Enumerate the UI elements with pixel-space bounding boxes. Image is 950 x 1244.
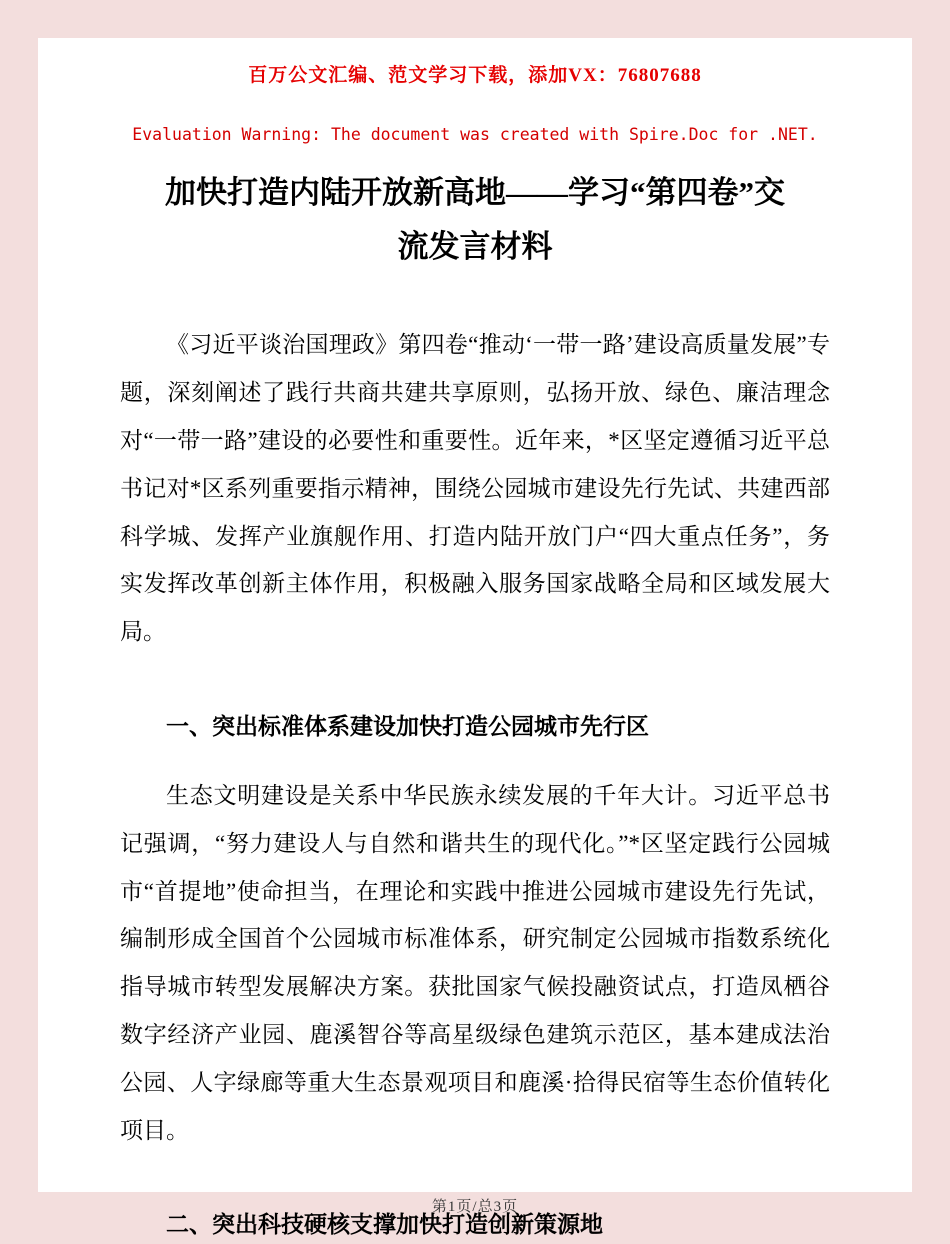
- paragraph-intro: 《习近平谈治国理政》第四卷“推动‘一带一路’建设高质量发展”专题，深刻阐述了践行共商共建共享原则，弘扬开放、绿色、廉洁理念对“一带一路”建设的必要性和重要性。近年来，*区坚定遵循习近平总书记对*区系列重要指示精神，围绕公园城市建设先行先试、共建西部科学城、发挥产业旗舰作用、打造内陆开放门户“四大重点任务”，务实发挥改革创新主体作用，积极融入服务国家战略全局和区域发展大局。: [120, 332, 830, 645]
- paragraph-section-1: 生态文明建设是关系中华民族永续发展的千年大计。习近平总书记强调，“努力建设人与自然和谐共生的现代化。”*区坚定践行公园城市“首提地”使命担当，在理论和实践中推进公园城市建设先行先试，编制形成全国首个公园城市标准体系，研究制定公园城市指数系统化指导城市转型发展解决方案。获批国家气候投融资试点，打造凤栖谷数字经济产业园、鹿溪智谷等高星级绿色建筑示范区，基本建成法治公园、人字绿廊等重大生态景观项目和鹿溪·拾得民宿等生态价值转化项目。: [120, 782, 830, 1143]
- promo-header-notice: 百万公文汇编、范文学习下载，添加VX：76807688: [248, 65, 702, 86]
- section-heading-2: 二、突出科技硬核支撑加快打造创新策源地: [166, 1212, 603, 1238]
- document-title: 加快打造内陆开放新高地——学习“第四卷”交流发言材料: [165, 175, 785, 265]
- page-number-footer: 第1页/总3页: [431, 1199, 519, 1215]
- evaluation-warning-text: Evaluation Warning: The document was created with Spire.Doc for .NET.: [132, 125, 818, 144]
- section-heading-1: 一、突出标准体系建设加快打造公园城市先行区: [166, 714, 649, 740]
